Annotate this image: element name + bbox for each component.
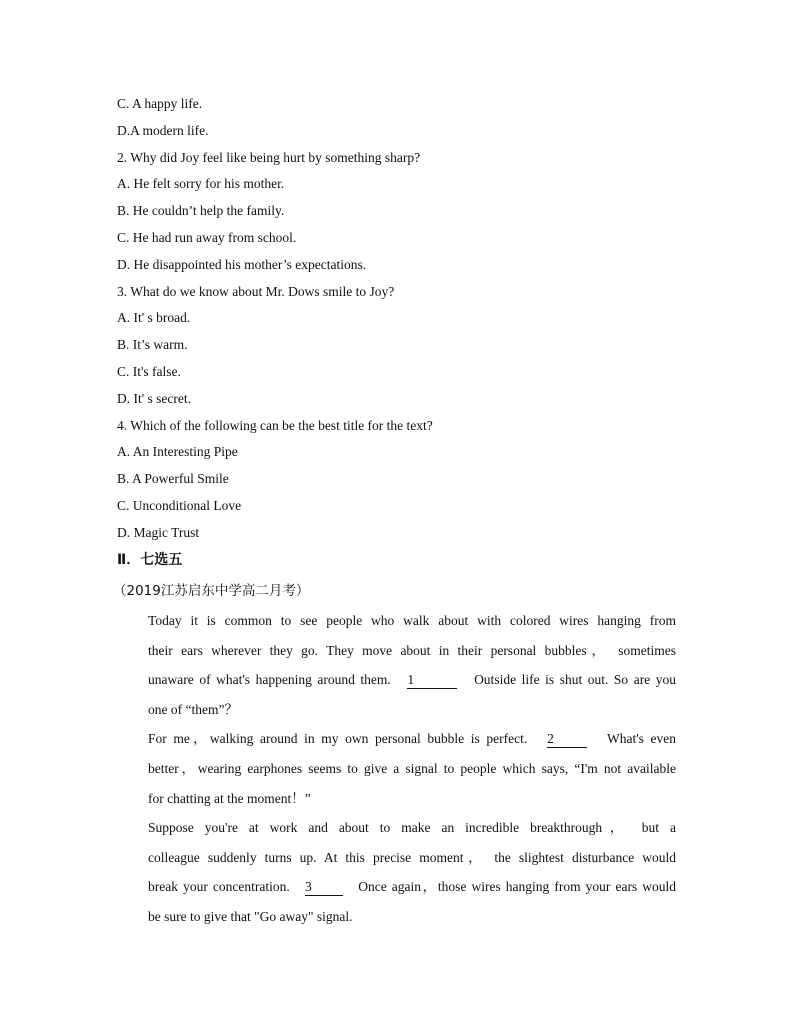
- section-source: （2019江苏启东中学高二月考）: [113, 583, 310, 599]
- option-line: D. He disappointed his mother’s expectations.: [117, 256, 367, 272]
- passage-line: [117, 724, 676, 754]
- option-line: D. Magic Trust: [117, 524, 200, 540]
- question-line: 2. Why did Joy feel like being hurt by something sharp?: [117, 149, 421, 165]
- section-title: Ⅱ．七选五: [117, 552, 183, 568]
- blank-1: 1: [407, 672, 457, 689]
- option-line: D. It' s secret.: [117, 390, 192, 406]
- passage-line: better，wearing earphones seems to give a signal to people which says, “I'm not available: [148, 760, 676, 776]
- passage-paragraph-2: [117, 724, 676, 813]
- option-line: B. It’s warm.: [117, 337, 188, 353]
- option-line: D.A modern life.: [117, 122, 209, 138]
- option-line: C. A happy life.: [117, 96, 203, 111]
- passage-line: Today it is common to see people who walk about with colored wires hanging from: [148, 613, 676, 628]
- reading-passage: [117, 606, 676, 932]
- passage-text: break your concentration.: [148, 879, 290, 895]
- blank-2: 2: [547, 731, 587, 748]
- question-options-block: [117, 91, 687, 547]
- passage-text: What's even: [606, 731, 676, 747]
- passage-text: Once again，those wires hanging from your ears would: [358, 879, 677, 895]
- passage-line: [117, 665, 676, 695]
- passage-line: be sure to give that "Go away" signal.: [148, 908, 353, 924]
- passage-text: Outside life is shut out. So are you: [474, 672, 676, 688]
- passage-line: [117, 872, 676, 902]
- question-line: 4. Which of the following can be the best title for the text?: [117, 417, 433, 433]
- passage-line: their ears wherever they go. They move about in their personal bubbles， sometimes: [148, 642, 676, 658]
- passage-text: For me，walking around in my own personal bubble is perfect.: [148, 731, 528, 747]
- option-line: C. He had run away from school.: [117, 229, 297, 245]
- passage-paragraph-1: [117, 606, 676, 724]
- option-line: B. A Powerful Smile: [117, 471, 229, 487]
- option-line: B. He couldn’t help the family.: [117, 203, 285, 219]
- question-line: 3. What do we know about Mr. Dows smile to Joy?: [117, 283, 395, 299]
- option-line: C. It's false.: [117, 363, 181, 379]
- option-line: A. It' s broad.: [117, 310, 191, 326]
- option-line: A. An Interesting Pipe: [117, 444, 238, 460]
- passage-text: unaware of what's happening around them.: [148, 672, 391, 688]
- option-line: C. Unconditional Love: [117, 497, 242, 513]
- option-line: A. He felt sorry for his mother.: [117, 176, 285, 192]
- passage-line: one of “them”？: [148, 701, 239, 717]
- passage-line: colleague suddenly turns up. At this precise moment， the slightest disturbance would: [148, 849, 676, 865]
- passage-line: Suppose you're at work and about to make an incredible breakthrough， but a: [148, 820, 676, 836]
- passage-line: for chatting at the moment！”: [148, 790, 311, 806]
- passage-paragraph-3: [117, 813, 676, 931]
- blank-3: 3: [305, 879, 343, 896]
